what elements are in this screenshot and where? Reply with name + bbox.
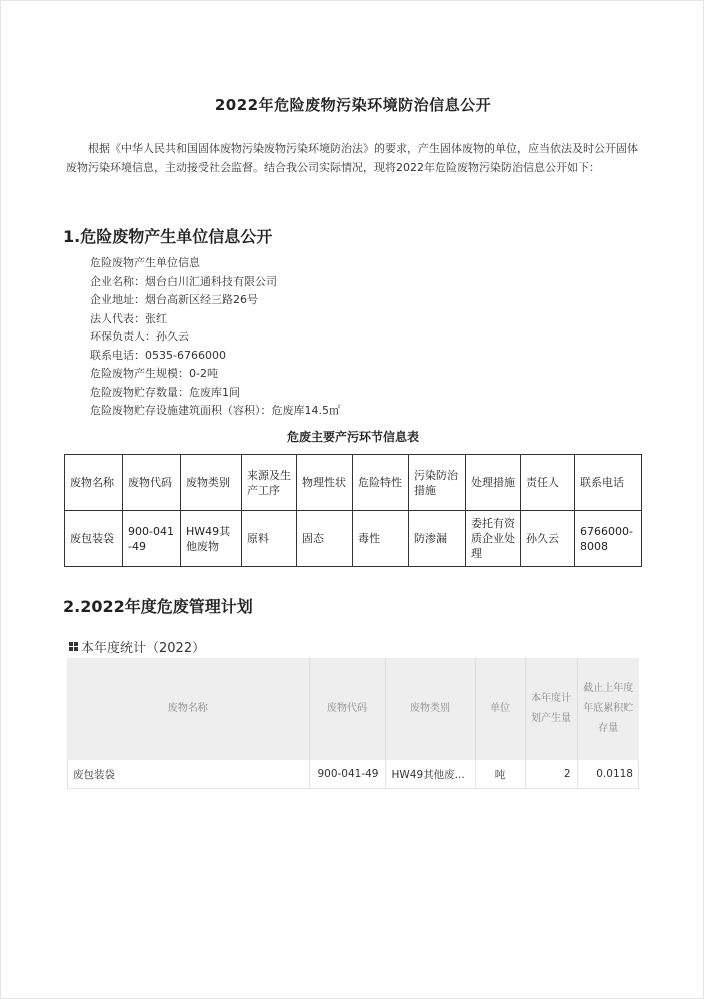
table-cell: HW49其他废物 xyxy=(181,511,242,567)
table-header-cell: 本年度计划产生量 xyxy=(525,658,577,760)
info-line: 企业地址：烟台高新区经三路26号 xyxy=(90,293,258,306)
table-header-row xyxy=(65,455,642,511)
section2-heading: 2.2022年度危废管理计划 xyxy=(63,597,253,616)
table-row[interactable] xyxy=(67,760,639,789)
table-cell: 2 xyxy=(525,760,577,789)
table-cell: 毒性 xyxy=(353,511,409,567)
pollution-info-table xyxy=(64,454,642,567)
annual-stat-table xyxy=(67,658,639,789)
info-line: 危险废物贮存数量：危废库1间 xyxy=(90,385,240,399)
table-cell: 6766000-8008 xyxy=(575,511,642,567)
table-cell: 废包装袋 xyxy=(65,511,123,567)
table-header-cell: 废物名称 xyxy=(67,658,309,760)
table-header-cell: 物理性状 xyxy=(297,455,353,511)
table-header-cell: 危险特性 xyxy=(353,455,409,511)
page-title: 2022年危险废物污染环境防治信息公开 xyxy=(214,96,492,114)
table-header-cell: 污染防治措施 xyxy=(409,455,466,511)
info-line: 企业名称：烟台白川汇通科技有限公司 xyxy=(90,274,277,288)
table-header-cell: 废物类别 xyxy=(385,658,475,760)
grid-icon xyxy=(69,642,78,651)
table-header-cell: 废物名称 xyxy=(65,455,123,511)
table-cell: 孙久云 xyxy=(521,511,575,567)
info-line: 危险废物产生单位信息 xyxy=(90,256,200,269)
table-cell: 固态 xyxy=(297,511,353,567)
info-line: 危险废物产生规模：0-2吨 xyxy=(90,367,218,380)
table-cell: 防渗漏 xyxy=(409,511,466,567)
table-cell: 900-041-49 xyxy=(123,511,181,567)
table-cell: 900-041-49 xyxy=(309,760,385,789)
section1-heading: 1.危险废物产生单位信息公开 xyxy=(63,227,273,246)
table-cell: 委托有资质企业处理 xyxy=(466,511,521,567)
table-cell: 吨 xyxy=(475,760,525,789)
info-line: 环保负责人：孙久云 xyxy=(90,330,189,343)
table-header-cell: 责任人 xyxy=(521,455,575,511)
table-header-cell: 联系电话 xyxy=(575,455,642,511)
table-header-cell: 来源及生产工序 xyxy=(242,455,297,511)
info-line: 联系电话：0535-6766000 xyxy=(90,348,226,362)
unit-info-list xyxy=(90,254,340,421)
table-header-cell: 截止上年度年底累积贮存量 xyxy=(577,658,639,760)
stat-header xyxy=(69,637,205,656)
info-line: 危险废物贮存设施建筑面积（容积）：危废库14.5㎡ xyxy=(90,404,340,417)
table-cell: 废包装袋 xyxy=(67,760,309,789)
info-line: 法人代表：张红 xyxy=(90,311,167,325)
table-header-cell: 废物代码 xyxy=(309,658,385,760)
table-cell: 原料 xyxy=(242,511,297,567)
table1-caption: 危废主要产污环节信息表 xyxy=(286,430,419,444)
table-cell: 0.0118 xyxy=(577,760,639,789)
table-header-row xyxy=(67,658,639,760)
stat-label: 本年度统计（2022） xyxy=(81,641,206,656)
intro-paragraph: 根据《中华人民共和国固体废物污染废物污染环境防治法》的要求，产生固体废物的单位，应当依法及时公开固体废物污染环境信息，主动接受社会监督。结合我公司实际情况，现将2022年危险废物污染防治信息公开如下： xyxy=(66,142,638,174)
table-header-cell: 处理措施 xyxy=(466,455,521,511)
table-header-cell: 废物类别 xyxy=(181,455,242,511)
table-header-cell: 单位 xyxy=(475,658,525,760)
table-row xyxy=(65,511,642,567)
table-header-cell: 废物代码 xyxy=(123,455,181,511)
table-cell: HW49其他废... xyxy=(385,760,475,789)
